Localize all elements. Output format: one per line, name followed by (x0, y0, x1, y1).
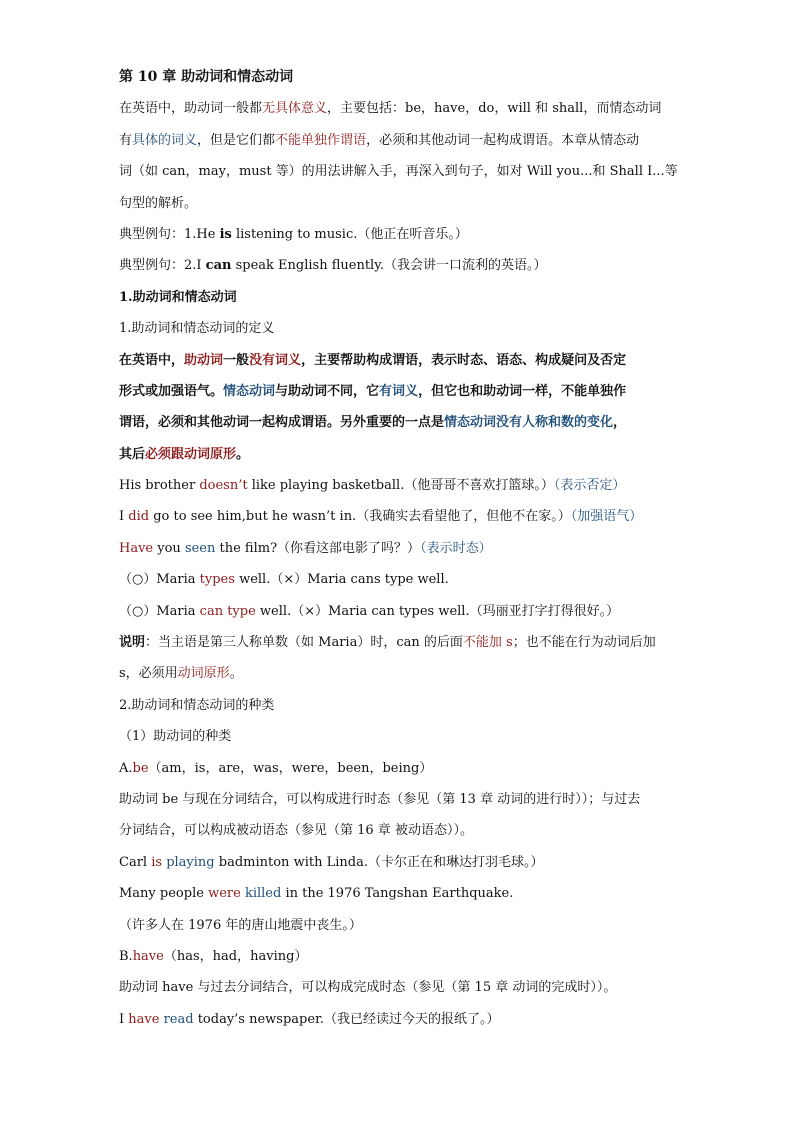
text-run: 说明 (119, 635, 146, 651)
text-run: 有词义 (379, 383, 419, 399)
text-line (119, 501, 679, 532)
text-line (119, 753, 679, 784)
text-line (119, 847, 679, 878)
text-run: 情态动词没有人称和数的变化 (444, 415, 614, 431)
text-run: you (153, 540, 185, 556)
text-line (119, 815, 679, 846)
subsection-heading: （1）助动词的种类 (119, 729, 232, 745)
text-run: were (208, 886, 241, 902)
text-run: seen (184, 540, 216, 556)
text-run: did (128, 509, 150, 525)
text-run: Many people (119, 886, 209, 902)
text-run: well.（×）Maria cans type well. (234, 572, 449, 588)
definition-paragraph (119, 345, 679, 471)
text-run: 助动词 (184, 352, 224, 368)
text-run: speak English fluently.（我会讲一口流利的英语。） (231, 258, 547, 274)
text-run: ：当主语是第三人称单数（如 Maria）时，can 的后面 (145, 635, 463, 651)
text-run: 无具体意义 (262, 101, 328, 117)
text-run: 不能加 s (462, 635, 513, 651)
text-run: well.（×）Maria can types well.（玛丽亚打字打得很好。） (255, 603, 620, 619)
text-run: can (205, 258, 232, 274)
text-run: 助动词 have 与过去分词结合，可以构成完成时态（参见（第 15 章 动词的完成时））。 (119, 980, 617, 996)
text-line (119, 219, 679, 250)
text-run: have (132, 948, 164, 964)
text-run: （am，is，are，was，were，been，being） (148, 760, 433, 776)
text-run: I (119, 1011, 129, 1027)
text-run: ，但是它们都 (197, 132, 276, 148)
text-line (119, 407, 679, 438)
text-run: ，但它也和助动词一样，不能单独作 (418, 383, 627, 399)
text-run: 在英语中， (119, 352, 185, 368)
section-heading: 1.助动词和情态动词 (119, 289, 237, 305)
text-line (119, 941, 679, 972)
document-page (119, 62, 679, 1035)
text-run: go to see him,but he wasn’t in.（我确实去看望他了，但他不在家。） (149, 509, 571, 525)
text-run: 分词结合，可以构成被动语态（参见（第 16 章 被动语态））。 (119, 823, 473, 839)
text-run: playing (166, 854, 215, 870)
text-run: （○）Maria (119, 572, 200, 588)
text-run: Carl (119, 854, 152, 870)
text-run: 具体的词义 (132, 132, 198, 148)
text-run: 词（如 can，may，must 等）的用法讲解入手，再深入到句子，如对 Will you...和 Shall I...等 (119, 164, 678, 180)
text-run: （许多人在 1976 年的唐山地震中丧生。） (119, 917, 362, 933)
text-line (119, 627, 679, 658)
text-line (119, 156, 679, 187)
text-line (119, 564, 679, 595)
text-run: be (132, 760, 149, 776)
text-run: （表示时态） (420, 540, 492, 556)
note-paragraph (119, 627, 679, 690)
text-run: （表示否定） (553, 478, 626, 494)
text-run: （加强语气） (570, 509, 643, 525)
text-run: like playing basketball.（他哥哥不喜欢打篮球。） (247, 478, 554, 494)
text-run: 在英语中，助动词一般都 (119, 101, 263, 117)
text-run: 。 (229, 666, 243, 682)
text-run: 情态动词 (223, 383, 276, 399)
text-run: doesn’t (199, 478, 248, 494)
text-run: listening to music.（他正在听音乐。） (231, 226, 468, 242)
text-line (119, 1004, 679, 1035)
text-run: 一般 (223, 352, 250, 368)
text-line (119, 188, 679, 219)
text-run: in the 1976 Tangshan Earthquake. (281, 886, 514, 902)
text-run: 典型例句：1.He (119, 226, 220, 242)
text-run: badminton with Linda.（卡尔正在和琳达打羽毛球。） (214, 854, 544, 870)
text-run: Have (119, 540, 154, 556)
text-run: 有 (119, 132, 133, 148)
example-list (119, 470, 679, 627)
text-run: ，主要帮助构成谓语，表示时态、语态、构成疑问及否定 (301, 352, 627, 368)
text-run: I (119, 509, 129, 525)
text-line (119, 376, 679, 407)
text-run: read (163, 1011, 194, 1027)
text-line (119, 658, 679, 689)
text-run: B. (119, 948, 133, 964)
text-run: 没有词义 (249, 352, 302, 368)
text-run: 动词原形 (177, 666, 230, 682)
text-run: （has，had，having） (163, 948, 308, 964)
text-line (119, 784, 679, 815)
text-run: 谓语，必须和其他动词一起构成谓语。另外重要的一点是 (119, 415, 445, 431)
text-run: is (219, 226, 232, 242)
text-run: 与助动词不同，它 (275, 383, 380, 399)
text-line (119, 250, 679, 281)
subsection-heading: 1.助动词和情态动词的定义 (119, 321, 275, 337)
text-run: His brother (119, 478, 200, 494)
text-run: is (151, 854, 163, 870)
text-run: 典型例句：2.I (119, 258, 206, 274)
text-line (119, 439, 679, 470)
text-run: can type (199, 603, 256, 619)
text-run: types (199, 572, 235, 588)
text-run: 必须跟动词原形 (145, 446, 237, 462)
text-run: ，主要包括：be，have，do，will 和 shall，而情态动词 (327, 101, 662, 117)
text-run: 其后 (119, 446, 146, 462)
subsection-heading: 2.助动词和情态动词的种类 (119, 697, 275, 713)
chapter-title: 第 10 章 助动词和情态动词 (119, 69, 294, 85)
text-run: 不能单独作谓语 (275, 132, 367, 148)
text-line (119, 596, 679, 627)
be-section (119, 753, 679, 941)
example-sentences (119, 219, 679, 282)
text-run: 。 (236, 446, 250, 462)
text-run: the film?（你看这部电影了吗？） (215, 540, 421, 556)
text-line (119, 345, 679, 376)
text-run: 形式或加强语气。 (119, 383, 224, 399)
text-run: A. (119, 760, 133, 776)
intro-paragraph (119, 93, 679, 219)
text-run: have (128, 1011, 160, 1027)
text-run: 助动词 be 与现在分词结合，可以构成进行时态（参见（第 13 章 动词的进行时））；与过去 (119, 791, 641, 807)
text-run: s，必须用 (119, 666, 178, 682)
text-line (119, 125, 679, 156)
text-run: 句型的解析。 (119, 195, 198, 211)
text-line (119, 93, 679, 124)
text-run: ， (613, 415, 627, 431)
text-run: ，必须和其他动词一起构成谓语。本章从情态动 (366, 132, 640, 148)
text-line (119, 470, 679, 501)
text-run: killed (244, 886, 282, 902)
text-run: （○）Maria (119, 603, 200, 619)
have-section (119, 941, 679, 1035)
text-line (119, 878, 679, 909)
text-line (119, 910, 679, 941)
text-run: today’s newspaper.（我已经读过今天的报纸了。） (193, 1011, 500, 1027)
text-line (119, 972, 679, 1003)
text-line (119, 533, 679, 564)
text-run: ；也不能在行为动词后加 (512, 635, 656, 651)
